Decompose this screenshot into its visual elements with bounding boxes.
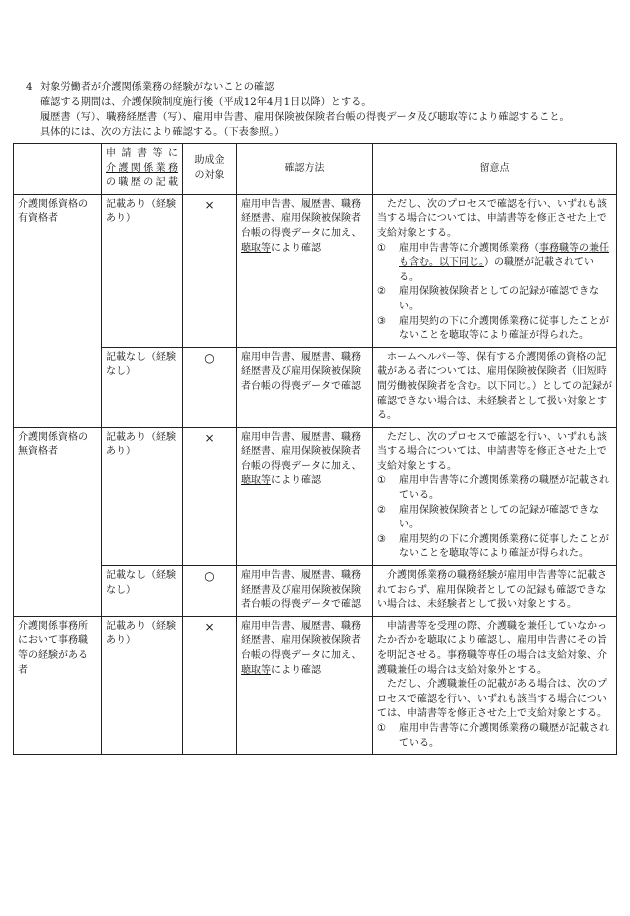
item-number: ① (377, 475, 386, 487)
record-cell: 記載あり（経験あり） (102, 616, 183, 754)
intro-section (26, 80, 616, 140)
list-item (377, 533, 612, 562)
note-cell: 介護関係業務の職務経験が雇用申告書等に記載されておらず、雇用保険者としての記録も確認できない場合は、未経験者として扱い対象とする。 (373, 566, 617, 617)
item-number: ① (377, 722, 386, 734)
eligibility-mark: × (183, 194, 237, 347)
intro-line: 履歴書（写）、職務経歴書（写）、雇用申告書、雇用保険被保険者台帳の得喪データ及び聴取等により確認すること。 (40, 112, 570, 123)
method-text-end: により確認 (271, 664, 321, 676)
category-cell: 介護関係事務所において事務職等の経験がある者 (14, 616, 102, 754)
header-eligible-line1: 助成金 (194, 155, 225, 167)
method-cell (237, 427, 373, 565)
list-item (377, 504, 612, 533)
header-record-line2: 介護関係業務 (106, 162, 178, 174)
table-row (14, 347, 617, 427)
table-row (14, 616, 617, 754)
header-eligible-line2: の対象 (194, 169, 225, 181)
header-notes: 留意点 (373, 144, 617, 195)
header-category (14, 144, 102, 195)
list-item (377, 315, 612, 344)
item-number: ② (377, 286, 386, 298)
method-text-end: により確認 (271, 475, 321, 487)
item-text-b: ）の職歴が記載されている。 (399, 257, 594, 283)
item-number: ③ (377, 315, 386, 327)
intro-line: 確認する期間は、介護保険制度施行後（平成12年4月1日以降）とする。 (40, 97, 372, 108)
item-text (399, 533, 612, 562)
item-text (399, 285, 612, 314)
category-cell: 介護関係資格の無資格者 (14, 427, 102, 616)
list-item (377, 722, 612, 751)
item-text-a: 雇用保険被保険者としての記録が確認できない。 (399, 286, 599, 312)
method-text: 雇用申告書、履歴書、職務経歴書、雇用保険被保険者台帳の得喪データに加え、 (241, 198, 362, 239)
table-row (14, 566, 617, 617)
method-cell: 雇用申告書、履歴書、職務経歴書及び雇用保険被保険者台帳の得喪データで確認 (237, 566, 373, 617)
item-text-a: 雇用申告書等に介護関係業務（ (399, 242, 539, 254)
method-underlined: 聴取等 (241, 475, 271, 487)
table-header-row (14, 144, 617, 195)
list-item (377, 285, 612, 314)
record-cell: 記載あり（経験あり） (102, 194, 183, 347)
item-text (399, 504, 612, 533)
list-item (377, 474, 612, 503)
item-text (399, 474, 612, 503)
record-cell: 記載なし（経験なし） (102, 566, 183, 617)
method-underlined: 聴取等 (241, 664, 271, 676)
note-paragraph-1: 申請書等を受理の際、介護職を兼任していなかったか否かを聴取により確認し、雇用申告書にその旨を明記させる。事務職等専任の場合は支給対象、介護職兼任の場合は支給対象外とする。 (377, 620, 607, 676)
header-eligible (183, 144, 237, 195)
record-cell: 記載なし（経験なし） (102, 347, 183, 427)
eligibility-mark: ○ (183, 566, 237, 617)
eligibility-mark: ○ (183, 347, 237, 427)
item-number: ① (377, 242, 386, 254)
item-number: ② (377, 504, 386, 516)
item-text (399, 722, 612, 751)
intro-line: 具体的には、次の方法により確認する。（下表参照。） (40, 127, 285, 138)
item-text (399, 242, 612, 286)
item-text-underlined: 事務職等の兼任も含む。以下同じ。 (399, 242, 609, 269)
note-cell (373, 194, 617, 347)
eligibility-mark: × (183, 427, 237, 565)
record-cell: 記載あり（経験あり） (102, 427, 183, 565)
method-cell (237, 194, 373, 347)
header-record-line3: の職歴の記載 (106, 177, 178, 189)
confirmation-table (13, 143, 617, 755)
method-text: 雇用申告書、履歴書、職務経歴書、雇用保険被保険者台帳の得喪データに加え、 (241, 431, 362, 472)
item-number: ③ (377, 533, 386, 545)
note-cell: ホームヘルパー等、保有する介護関係の資格の記載がある者については、雇用保険被保険者（旧短時間労働被保険者を含む。以下同じ。）としての記録が確認できない場合は、未経験者として扱い対象とする。 (373, 347, 617, 427)
header-record (102, 144, 183, 195)
method-text: 雇用申告書、履歴書、職務経歴書、雇用保険被保険者台帳の得喪データに加え、 (241, 620, 362, 661)
method-underlined: 聴取等 (241, 242, 271, 254)
note-paragraph-2: ただし、介護職兼任の記載がある場合は、次のプロセスで確認を行い、いずれも該当する場合については、申請書等を修正させた上で支給対象とする。 (377, 679, 607, 720)
item-text-a: 雇用申告書等に介護関係業務の職歴が記載されている。 (399, 475, 609, 502)
intro-number: 4 (26, 82, 33, 93)
note-intro: ただし、次のプロセスで確認を行い、いずれも該当する場合については、申請書等を修正させた上で支給対象とする。 (377, 431, 607, 472)
header-record-line1: 申請書等に (106, 148, 178, 159)
item-text-a: 雇用申告書等に介護関係業務の職歴が記載されている。 (399, 722, 609, 749)
note-cell (373, 427, 617, 565)
list-item (377, 242, 612, 286)
header-method: 確認方法 (237, 144, 373, 195)
item-text-a: 雇用契約の下に介護関係業務に従事したことがないことを聴取等により確証が得られた。 (399, 315, 609, 342)
intro-heading-text: 対象労働者が介護関係業務の経験がないことの確認 (40, 82, 275, 93)
method-cell: 雇用申告書、履歴書、職務経歴書及び雇用保険被保険者台帳の得喪データで確認 (237, 347, 373, 427)
note-cell (373, 616, 617, 754)
intro-heading (26, 80, 616, 95)
item-text-a: 雇用契約の下に介護関係業務に従事したことがないことを聴取等により確証が得られた。 (399, 533, 609, 560)
item-text (399, 315, 612, 344)
eligibility-mark: × (183, 616, 237, 754)
note-intro: ただし、次のプロセスで確認を行い、いずれも該当する場合については、申請書等を修正させた上で支給対象とする。 (377, 198, 607, 239)
table-row (14, 194, 617, 347)
method-text-end: により確認 (271, 242, 321, 254)
table-row (14, 427, 617, 565)
category-cell: 介護関係資格の有資格者 (14, 194, 102, 427)
item-text-a: 雇用保険被保険者としての記録が確認できない。 (399, 504, 599, 531)
method-cell (237, 616, 373, 754)
